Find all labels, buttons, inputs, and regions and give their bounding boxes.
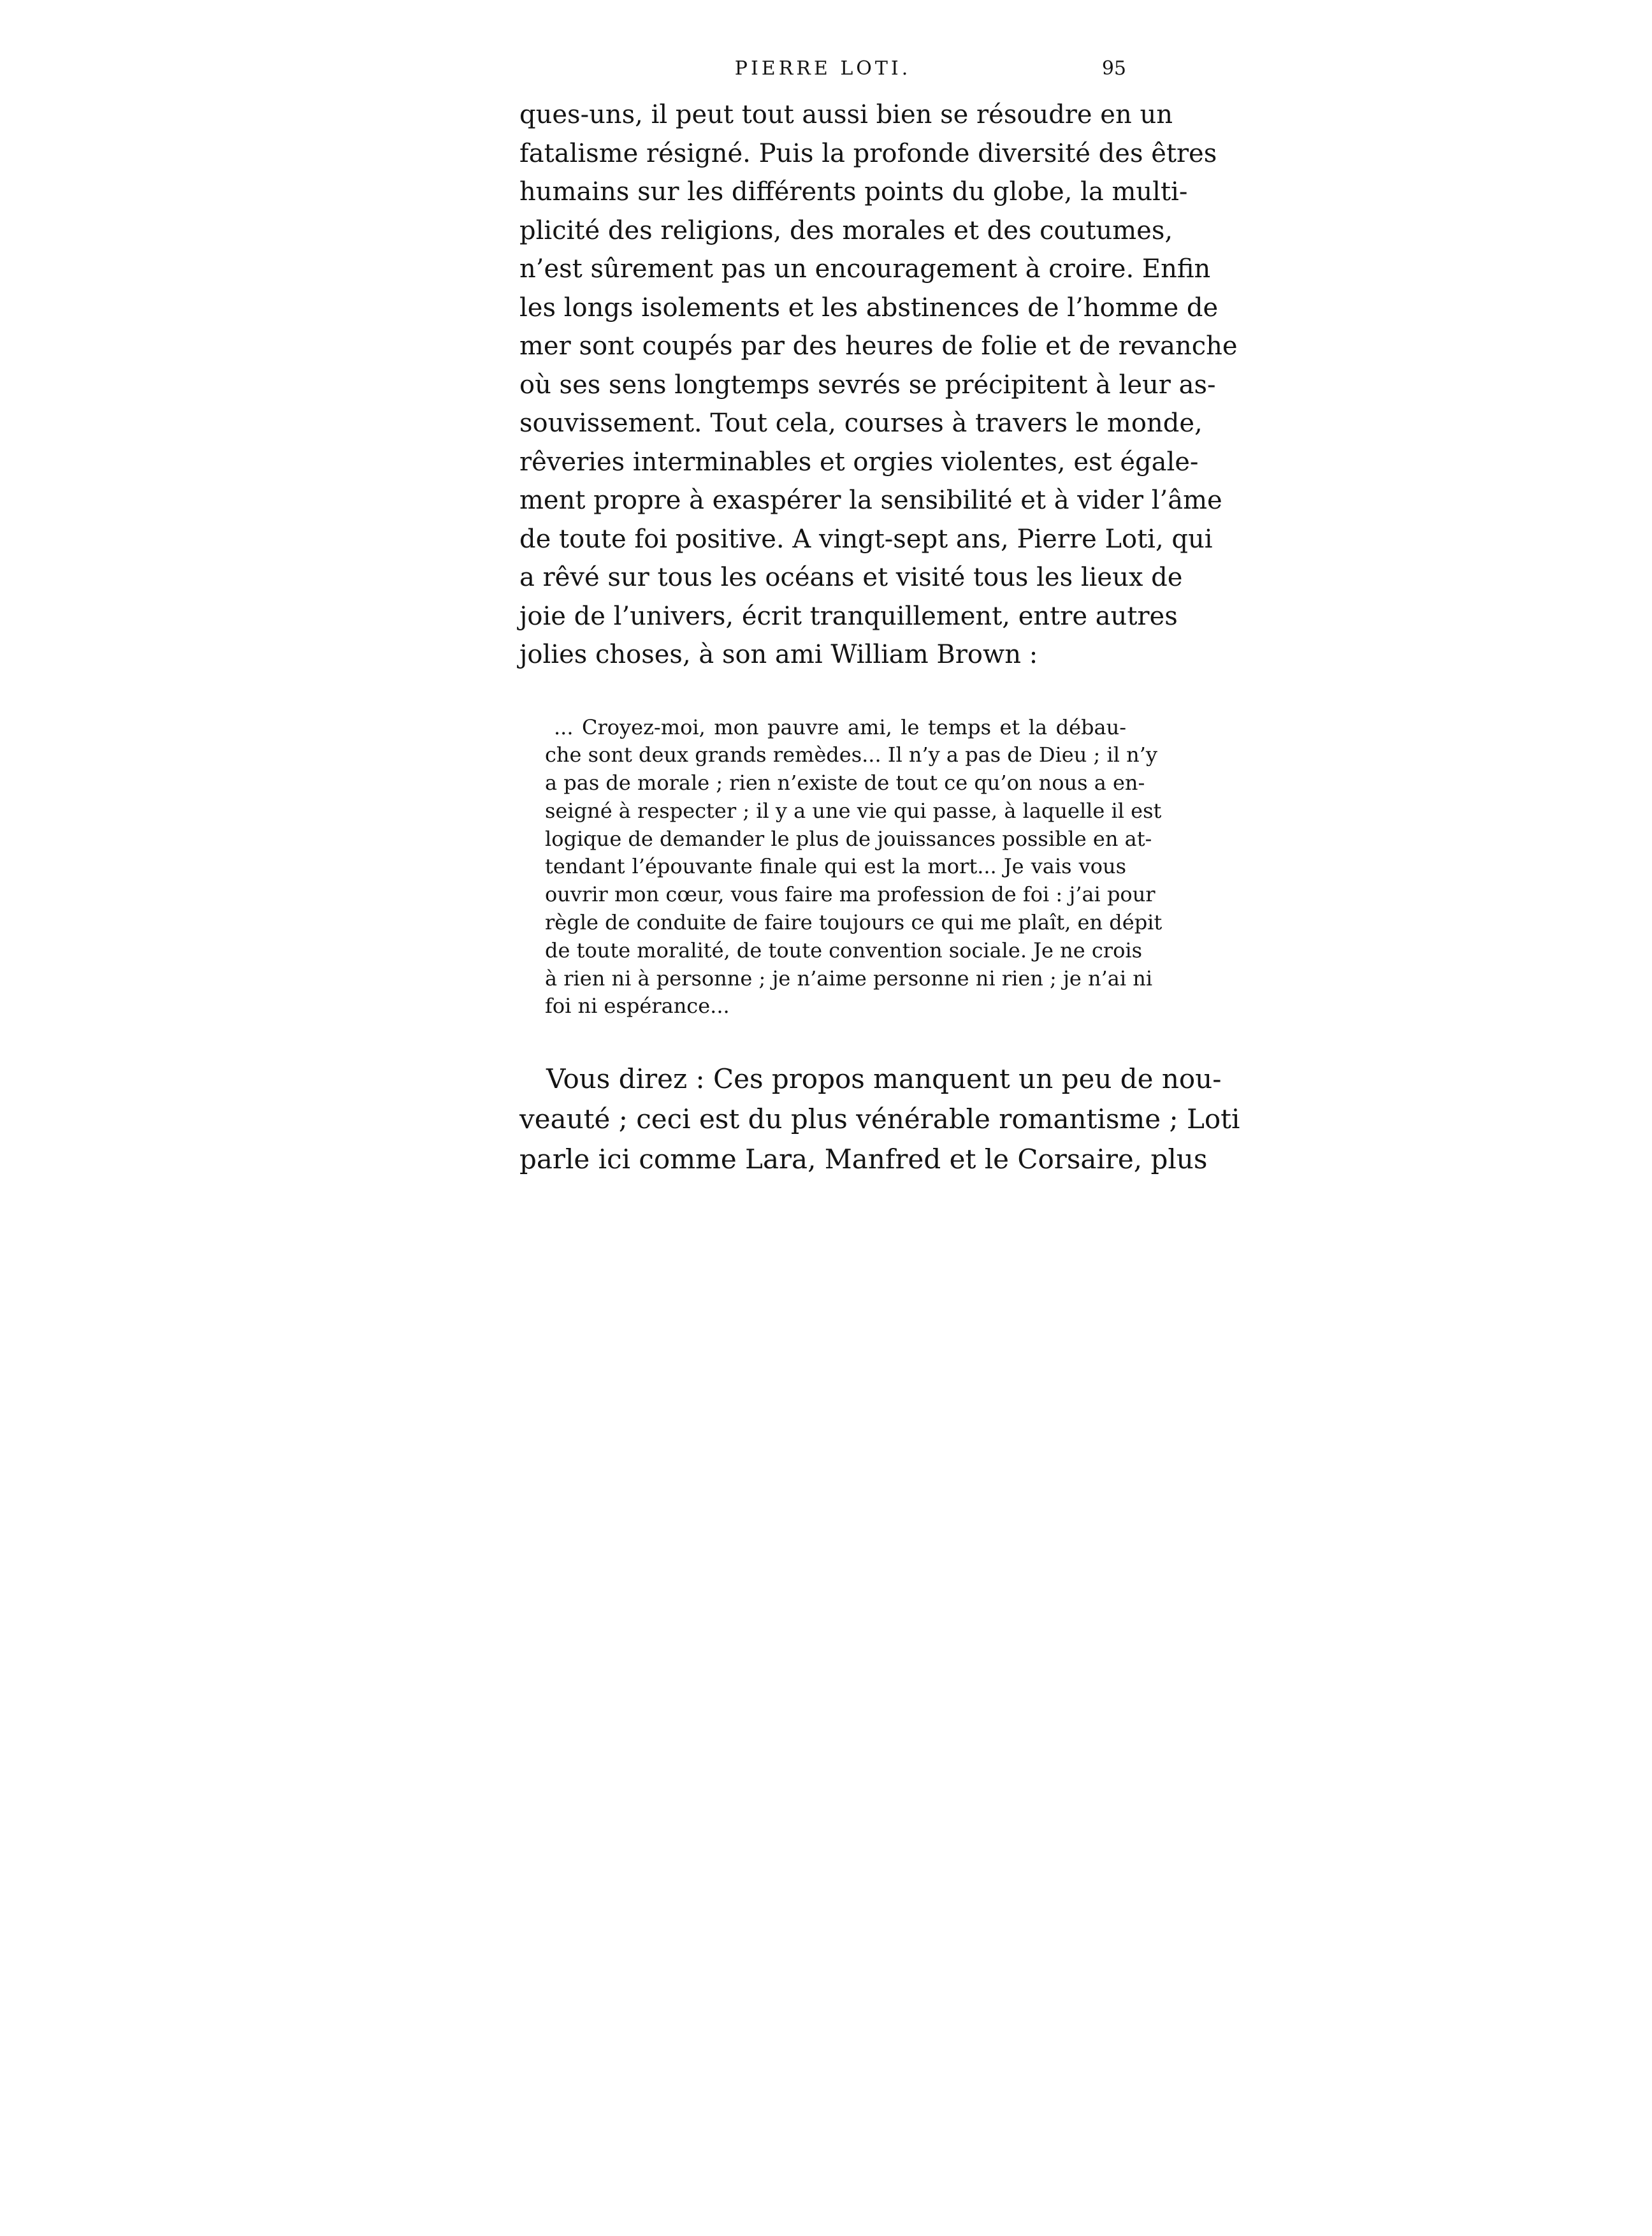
text-line: ment propre à exaspérer la sensibilité et à vider l’âme (519, 486, 1222, 515)
text-line: ques-uns, il peut tout aussi bien se résoudre en un (519, 100, 1173, 129)
text-line: où ses sens longtemps sevrés se précipitent à leur as- (519, 370, 1216, 400)
text-line: a rêvé sur tous les océans et visité tous les lieux de (519, 563, 1183, 592)
quote-line: règle de conduite de faire toujours ce qui me plaît, en dépit (545, 910, 1163, 935)
text-line: n’est sûrement pas un encouragement à croire. Enfin (519, 254, 1211, 284)
text-line: souvissement. Tout cela, courses à travers le monde, (519, 409, 1203, 438)
block-quote (519, 714, 1163, 1021)
text-line: parle ici comme Lara, Manfred et le Corsaire, plus (519, 1143, 1208, 1175)
text-line: les longs isolements et les abstinences de l’homme de (519, 293, 1219, 323)
text-line: rêveries interminables et orgies violentes, est égale- (519, 447, 1199, 477)
text-line: plicité des religions, des morales et des coutumes, (519, 215, 1173, 245)
paragraph-2 (519, 1059, 1240, 1179)
quote-line: de toute moralité, de toute convention sociale. Je ne crois (545, 938, 1142, 962)
quote-line: ... Croyez-moi, mon pauvre ami, le temps et la débau- (554, 715, 1126, 739)
text-line: veauté ; ceci est du plus vénérable romantisme ; Loti (519, 1103, 1240, 1135)
quote-line: seigné à respecter ; il y a une vie qui passe, à laquelle il est (545, 798, 1162, 823)
quote-line: logique de demander le plus de jouissances possible en at- (545, 826, 1152, 851)
quote-line: a pas de morale ; rien n’existe de tout ce qu’on nous a en- (545, 771, 1145, 795)
text-block (519, 96, 1240, 1179)
quote-line: foi ni espérance... (545, 994, 730, 1019)
paragraph-1 (519, 96, 1238, 674)
quote-line: tendant l’épouvante finale qui est la mort... Je vais vous (545, 854, 1126, 879)
quote-line: che sont deux grands remèdes... Il n’y a pas de Dieu ; il n’y (545, 743, 1157, 767)
text-line: humains sur les différents points du globe, la multi- (519, 177, 1188, 207)
page-number: 95 (1101, 57, 1126, 80)
text-line: jolies choses, à son ami William Brown : (519, 640, 1038, 669)
text-line: fatalisme résigné. Puis la profonde diversité des êtres (519, 138, 1217, 168)
text-line: joie de l’univers, écrit tranquillement, entre autres (519, 601, 1178, 631)
running-header (519, 50, 1126, 88)
quote-line: ouvrir mon cœur, vous faire ma profession de foi : j’ai pour (545, 882, 1156, 907)
text-line: Vous direz : Ces propos manquent un peu de nou- (546, 1063, 1222, 1095)
quote-line: à rien ni à personne ; je n’aime personne ni rien ; je n’ai ni (545, 966, 1153, 991)
text-line: mer sont coupés par des heures de folie et de revanche (519, 331, 1238, 361)
running-title: PIERRE LOTI. (734, 57, 911, 80)
text-line: de toute foi positive. A vingt-sept ans, Pierre Loti, qui (519, 524, 1213, 554)
